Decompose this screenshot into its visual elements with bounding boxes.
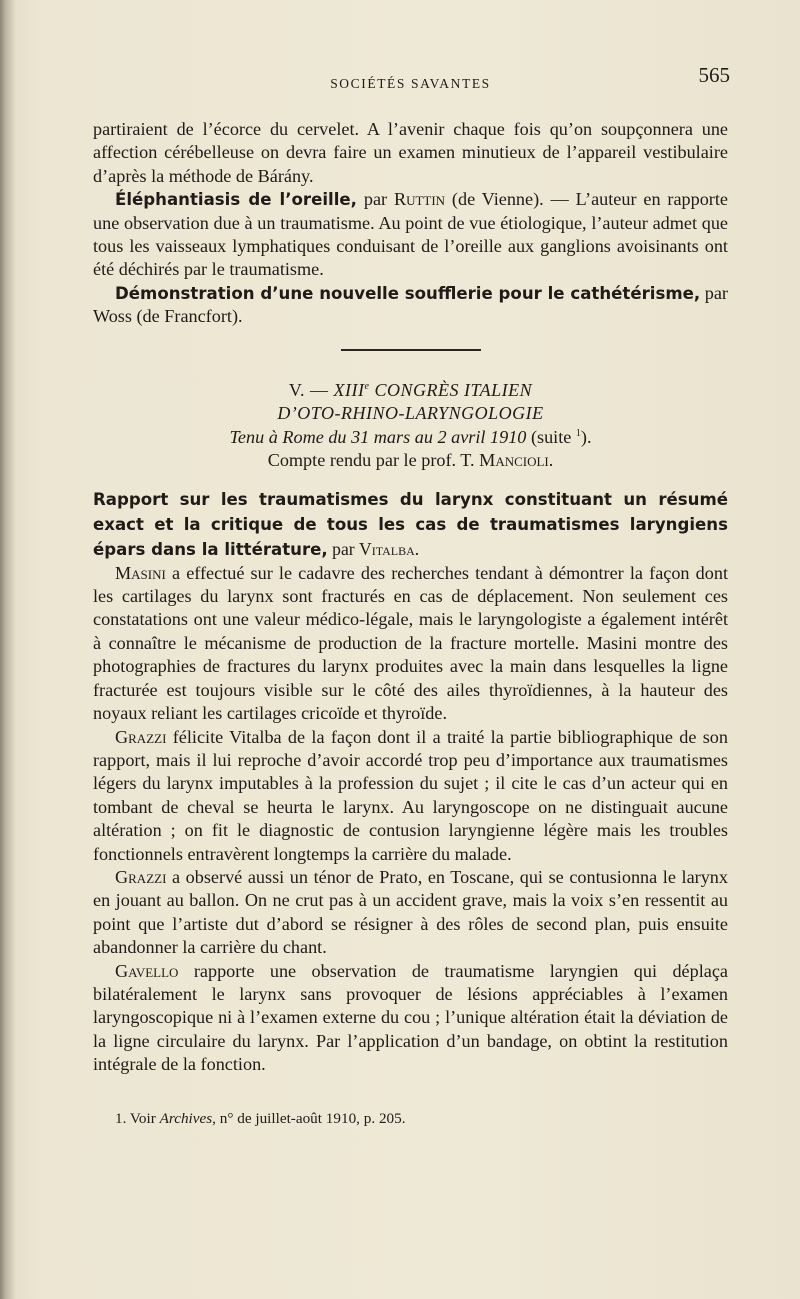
report-author: Vitalba. <box>359 538 420 559</box>
entry-by: par <box>357 189 394 210</box>
section-title-line2: D’OTO-RHINO-LARYNGOLOGIE <box>277 403 544 424</box>
paragraph-text: félicite Vitalba de la façon dont il a traité la partie bibliographique de son rapport, mais il lui reproche d’avoir accordé trop peu d’importance aux traumatismes légers du larynx imputables à la profession du sujet ; il cite le cas d’un acteur qui en tombant de cheval se heurta le larynx. Au laryngoscope on ne distinguait aucune altération ; on fit le diagnostic de contusion laryngienne légère mais les troubles fonctionnels entravèrent longtemps la carrière du malade. <box>93 726 728 864</box>
compte-rendu-text: Compte rendu par le prof. T. <box>267 450 480 471</box>
footnote-journal: Archives <box>159 1109 213 1127</box>
footnote <box>93 1107 728 1130</box>
paragraph-gavello <box>93 960 728 1077</box>
entry-title: Démonstration d’une nouvelle soufflerie pour le cathétérisme, <box>115 283 701 303</box>
compte-rendu-author: Mancioli. <box>479 450 554 471</box>
section-suite-end: ). <box>580 426 592 447</box>
paragraph-author: Gavello <box>115 960 179 981</box>
page-number: 565 <box>698 63 730 87</box>
section-roman: XIII <box>333 379 365 400</box>
section-number: V. — <box>288 379 334 400</box>
section-dates <box>93 426 728 450</box>
entry-title: Éléphantiasis de l’oreille, <box>115 190 357 210</box>
paragraph-author: Masini <box>115 562 166 583</box>
section-line1: CONGRÈS ITALIEN <box>369 379 533 400</box>
section-held: Tenu à Rome du 31 mars au 2 avril 1910 <box>229 426 527 447</box>
entry-author: Ruttin <box>393 189 446 210</box>
paragraph-text: par Woss (de Francfort). <box>93 282 728 327</box>
paragraph-text: a effectué sur le cadavre des recherches tendant à démontrer la façon dont les cartilages du larynx sont fracturés en cas de déplacement. Non seulement ces constatations ont une valeur médico-légale, mais le laryngologiste a également intérêt à connaître le mécanisme de production de la fracture mortelle. Masini montre des photographies de fractures du larynx produites avec la main dans lesquelles la ligne fracturée est toujours visible sur le côté des ailes thyroïdiennes, à la hauteur des noyaux reliant les cartilages cricoïde et thyroïde. <box>93 562 728 724</box>
running-title: SOCIÉTÉS SAVANTES <box>330 76 491 91</box>
section-heading <box>93 379 728 473</box>
section-compte-rendu <box>93 449 728 473</box>
footnote-prefix: Voir <box>126 1109 160 1127</box>
paragraph-author: Grazzi <box>115 866 167 887</box>
section-divider <box>341 349 481 351</box>
section-title-line1 <box>93 379 728 403</box>
footnote-suffix: , n° de juillet-août 1910, p. 205. <box>212 1109 406 1127</box>
report-title-paragraph <box>93 487 728 562</box>
paragraph-masini <box>93 562 728 726</box>
report-title: Rapport sur les traumatismes du larynx constituant un résumé exact et la critique de tous les cas de traumatismes laryngiens épars dans la littérature, <box>93 489 728 559</box>
report-by: par <box>327 538 360 559</box>
text-column <box>93 62 728 1130</box>
footnote-ref: 1 <box>575 427 581 439</box>
paragraph-grazzi-2 <box>93 866 728 960</box>
page-header <box>93 62 728 92</box>
paragraph-elephantiasis <box>93 188 728 282</box>
paragraph-soufflerie <box>93 282 728 329</box>
paragraph-text: (de Vienne). — L’auteur en rapporte une observation due à un traumatisme. Au point de vue étiologique, l’auteur admet que tous les vaisseaux lymphatiques conduisant de l’oreille aux ganglions avoisinants ont été déchirés par le traumatisme. <box>93 189 728 280</box>
paragraph-text: a observé aussi un ténor de Prato, en Toscane, qui se contusionna le larynx en jouant au ballon. On ne crut pas à un accident grave, mais la voix s’en ressentit au point que l’artiste dut d’abord se résigner à des rôles de second plan, puis ensuite abandonner la carrière du chant. <box>93 866 728 958</box>
paragraph-author: Grazzi <box>115 726 167 747</box>
paragraph-text: rapporte une observation de traumatisme laryngien qui déplaça bilatéralement le larynx sans provoquer de lésions appréciables à l’examen laryngoscopique ni à l’examen externe du cou ; l’unique altération était la déviation de la ligne circulaire du larynx. Par l’application d’un bandage, on obtint la restitution intégrale de la fonction. <box>93 960 728 1075</box>
paragraph-text: partiraient de l’écorce du cervelet. A l’avenir chaque fois qu’on soupçonnera une affection cérébelleuse on devra faire un examen minutieux de l’appareil vestibulaire d’après la méthode de Bárány. <box>93 119 728 186</box>
paragraph-grazzi-1 <box>93 726 728 866</box>
section-suite: (suite <box>526 426 576 447</box>
footnote-number: 1. <box>115 1109 127 1127</box>
section-roman-sup: e <box>364 380 370 392</box>
paragraph-cervelet <box>93 118 728 188</box>
